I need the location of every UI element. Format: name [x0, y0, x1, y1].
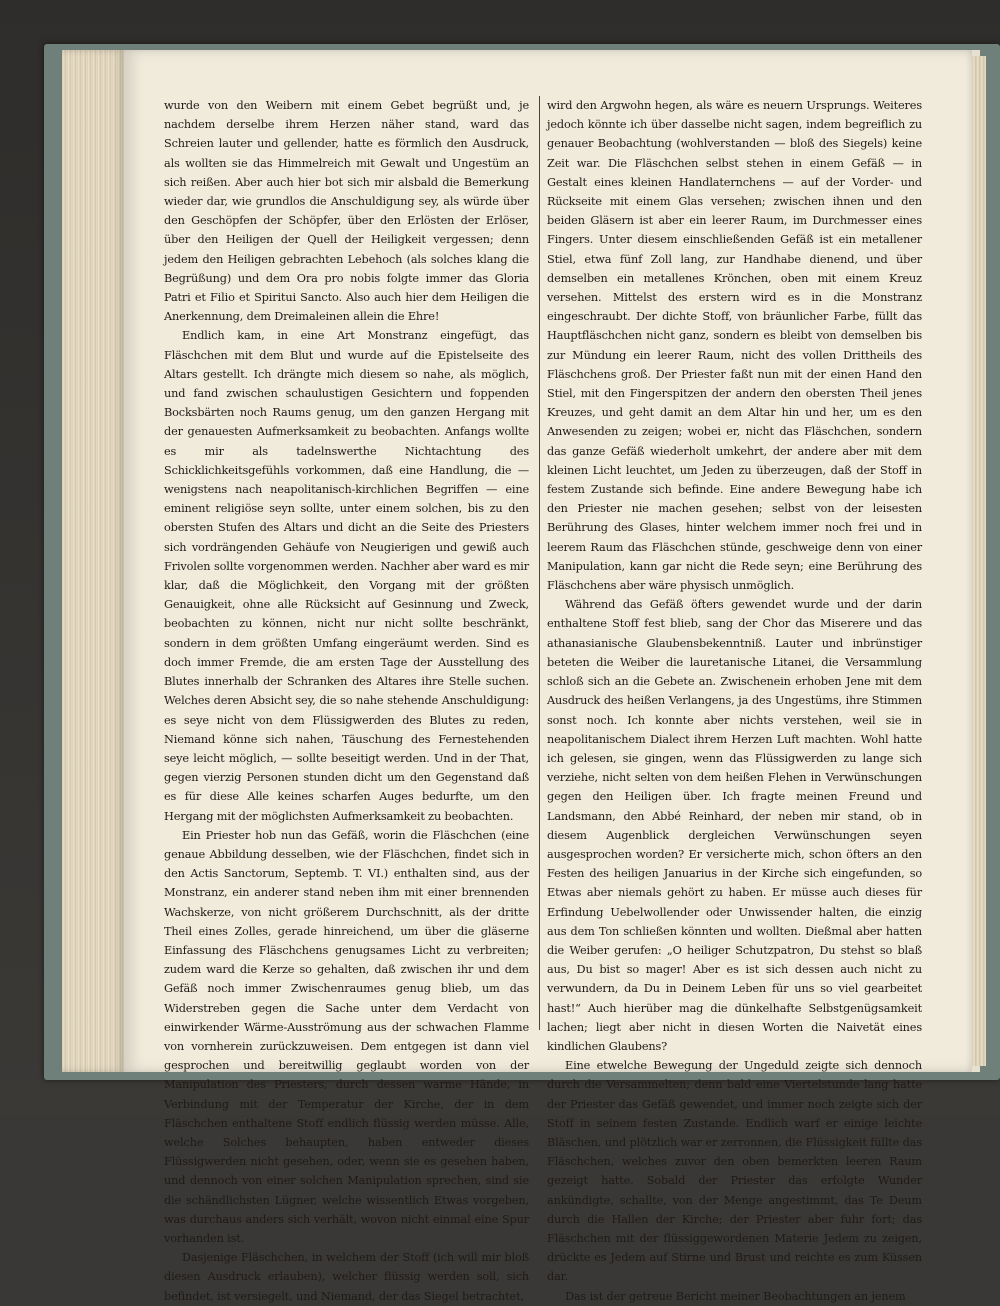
- paragraph: Ein Priester hob nun das Gefäß, worin die Fläschchen (eine genaue Abbildung desselben, wie der Fläschchen, findet sich in den Actis Sanctorum, Septemb. T. VI.) enthalten sind, aus der Monstranz, ein anderer stand neben ihm mit einer brennenden Wachskerze, von nicht größerem Durchschnitt, als der dritte Theil eines Zolles, gerade hinreichend, um über die gläserne Einfassung des Fläschchens genugsames Licht zu verbreiten; zudem ward die Kerze so gehalten, daß zwischen ihr und dem Gefäß noch immer Zwischenraumes genug blieb, um das Widerstreben gegen die Sache unter dem Verdacht von einwirkender Wärme-Ausströmung aus der schwachen Flamme von vornherein zurückzuweisen. Dem entgegen ist dann viel gesprochen und bereitwillig geglaubt worden von der Manipulation des Priesters, durch dessen warme Hände, in Verbindung mit der Temperatur der Kirche, der in dem Fläschchen enthaltene Stoff endlich flüssig werden müsse. Alle, welche Solches behaupten, haben entweder dieses Flüssigwerden nicht gesehen, oder, wenn sie es gesehen haben, und dennoch von einer solchen Manipulation sprechen, sind sie die schändlichsten Lügner, welche wissentlich Etwas vorgeben, was durchaus anders sich verhält, wovon nicht einmal eine Spur vorhanden ist.: [164, 828, 529, 1245]
- paragraph: Dasjenige Fläschchen, in welchem der Stoff (ich will mir bloß diesen Ausdruck erlauben), welcher flüssig werden soll, sich befindet, ist versiegelt, und Niemand, der das Siegel betrachtet,: [164, 1251, 529, 1303]
- right-column: [547, 96, 922, 1306]
- paragraph: Während das Gefäß öfters gewendet wurde und der darin enthaltene Stoff fest blieb, sang der Chor das Miserere und das athanasianische Glaubensbekenntniß. Lauter und inbrünstiger beteten die Weiber die lauretanische Litanei, die Versammlung schloß sich an die Gebete an. Zwischenein erhoben Jene mit dem Ausdruck des heißen Verlangens, ja des Ungestüms, ihre Stimmen sonst noch. Ich konnte aber nichts verstehen, weil sie in neapolitanischem Dialect ihrem Herzen Luft machten. Wohl hatte ich gelesen, sie gingen, wenn das Flüssigwerden zu lange sich verziehe, nicht selten von dem heißen Flehen in Verwünschungen gegen den Heiligen über. Ich fragte meinen Freund und Landsmann, den Abbé Reinhard, der neben mir stand, ob in diesem Augenblick dergleichen Verwünschungen seyen ausgesprochen worden? Er versicherte mich, schon öfters an den Festen des heiligen Januarius in der Kirche sich eingefunden, so Etwas aber niemals gehört zu haben. Er müsse auch dieses für Erfindung Uebelwollender oder Unwissender halten, die einzig aus dem Ton schließen könnten und wollten. Dießmal aber hatten die Weiber gerufen: „O heiliger Schutzpatron, Du stehst so blaß aus, Du bist so mager! Aber es ist sich dessen auch nicht zu verwundern, da Du in Deinem Leben für uns so viel gearbeitet hast!“ Auch hierüber mag die dünkelhafte Selbstgenügsamkeit lachen; liegt aber nicht in diesen Worten die Naivetät eines kindlichen Glaubens?: [547, 598, 922, 1053]
- left-column: [164, 96, 529, 1306]
- page-stack-edge: [62, 50, 124, 1072]
- paragraph: wurde von den Weibern mit einem Gebet begrüßt und, je nachdem derselbe ihrem Herzen näher stand, ward das Schreien lauter und gellender, hatte es förmlich den Ausdruck, als wollten sie das Himmelreich mit Gewalt und Ungestüm an sich reißen. Aber auch hier bot sich mir alsbald die Bemerkung wieder dar, wie grundlos die Anschuldigung sey, als würde über den Geschöpfen der Schöpfer, über den Erlösten der Erlöser, über den Heiligen der Quell der Heiligkeit vergessen; denn jedem den Heiligen gebrachten Lebehoch (als solches klang die Begrüßung) und dem Ora pro nobis folgte immer das Gloria Patri et Filio et Spiritui Sancto. Also auch hier dem Heiligen die Anerkennung, dem Dreimaleinen allein die Ehre!: [164, 99, 529, 324]
- column-divider: [539, 96, 540, 1030]
- paragraph: Eine etwelche Bewegung der Ungeduld zeigte sich dennoch durch die Versammelten; denn bald eine Viertelstunde lang hatte der Priester das Gefäß gewendet, und immer noch zeigte sich der Stoff in seinem festen Zustande. Endlich warf er einige leichte Bläschen, und plötzlich war er zerronnen, die Flüssigkeit füllte das Fläschchen, welches zuvor den oben bemerkten leeren Raum gezeigt hatte. Sobald der Priester das erfolgte Wunder ankündigte, schallte, von der Menge angestimmt, das Te Deum durch die Hallen der Kirche; der Priester aber fuhr fort; das Fläschchen mit der flüssiggewordenen Materie Jedem zu zeigen, drückte es Jedem auf Stirne und Brust und reichte es zum Küssen dar.: [547, 1059, 922, 1284]
- paragraph: Das ist der getreue Bericht meiner Beobachtungen an jenem: [565, 1289, 906, 1303]
- paragraph: wird den Argwohn hegen, als wäre es neuern Ursprungs. Weiteres jedoch könnte ich über dasselbe nicht sagen, indem begreiflich zu genauer Beobachtung (wohlverstanden — bloß des Siegels) keine Zeit war. Die Fläschchen selbst stehen in einem Gefäß — in Gestalt eines kleinen Handlaternchens — auf der Vorder- und Rückseite mit einem Glas versehen; zwischen ihnen und den beiden Gläsern ist aber ein leerer Raum, im Durchmesser eines Fingers. Unter diesem einschließenden Gefäß ist ein metallener Stiel, etwa fünf Zoll lang, zur Handhabe dienend, und über demselben ein metallenes Krönchen, oben mit einem Kreuz versehen. Mittelst des erstern wird es in die Monstranz eingeschraubt. Der dichte Stoff, von bräunlicher Farbe, füllt das Hauptfläschchen nicht ganz, sondern es bleibt von demselben bis zur Mündung ein leerer Raum, nicht des vollen Drittheils des Fläschchens groß. Der Priester faßt nun mit der einen Hand den Stiel, mit den Fingerspitzen der andern den obersten Theil jenes Kreuzes, und geht damit an dem Altar hin und her, um es den Anwesenden zu zeigen; wobei er, nicht das Fläschchen, sondern das ganze Gefäß wiederholt umkehrt, der andere aber mit dem kleinen Licht leuchtet, um Jeden zu überzeugen, daß der Stoff in festem Zustande sich befinde. Eine andere Bewegung habe ich den Priester nie machen gesehen; selbst von der leisesten Berührung des Glases, hinter welchem immer noch frei und in leerem Raum das Fläschchen stünde, geschweige denn von einer Manipulation, kann gar nicht die Rede seyn; eine Berührung des Fläschchens aber wäre physisch unmöglich.: [547, 99, 922, 593]
- book-page: [124, 50, 972, 1303]
- paragraph: Endlich kam, in eine Art Monstranz eingefügt, das Fläschchen mit dem Blut und wurde auf die Epistelseite des Altars gestellt. Ich drängte mich diesem so nahe, als möglich, und fand zwischen schaulustigen Gesichtern und foppenden Bocksbärten noch Raums genug, um den ganzen Hergang mit der genauesten Aufmerksamkeit zu beobachten. Anfangs wollte es mir als tadelnswerthe Nichtachtung des Schicklichkeitsgefühls vorkommen, daß eine Handlung, die — wenigstens nach neapolitanisch-kirchlichen Begriffen — eine eminent religiöse seyn sollte, unter einem solchen, bis zu den obersten Stufen des Altars und dicht an die Seite des Priesters sich vordrängenden Gehäufe von Neugierigen und gewiß auch Frivolen sollte vorgenommen werden. Nachher aber ward es mir klar, daß die Möglichkeit, den Vorgang mit der größten Genauigkeit, ohne alle Rücksicht auf Gesinnung und Zweck, beobachten zu können, nicht nur nicht sollte beschränkt, sondern in dem größten Umfang eingeräumt werden. Sind es doch immer Fremde, die am ersten Tage der Ausstellung des Blutes innerhalb der Schranken des Altares ihre Stelle suchen. Welches deren Absicht sey, die so nahe stehende Anschuldigung: es seye nicht von dem Flüssigwerden des Blutes zu reden, Niemand könne sich nahen, Täuschung des Fernestehenden seye leicht möglich, — sollte beseitigt werden. Und in der That, gegen vierzig Personen stunden dicht um den Gegenstand daß es für diese Alle keines scharfen Auges bedurfte, um den Hergang mit der möglichsten Aufmerksamkeit zu beobachten.: [164, 329, 529, 823]
- page-stack-right-edge: [972, 56, 986, 1066]
- text-area: [164, 96, 944, 1303]
